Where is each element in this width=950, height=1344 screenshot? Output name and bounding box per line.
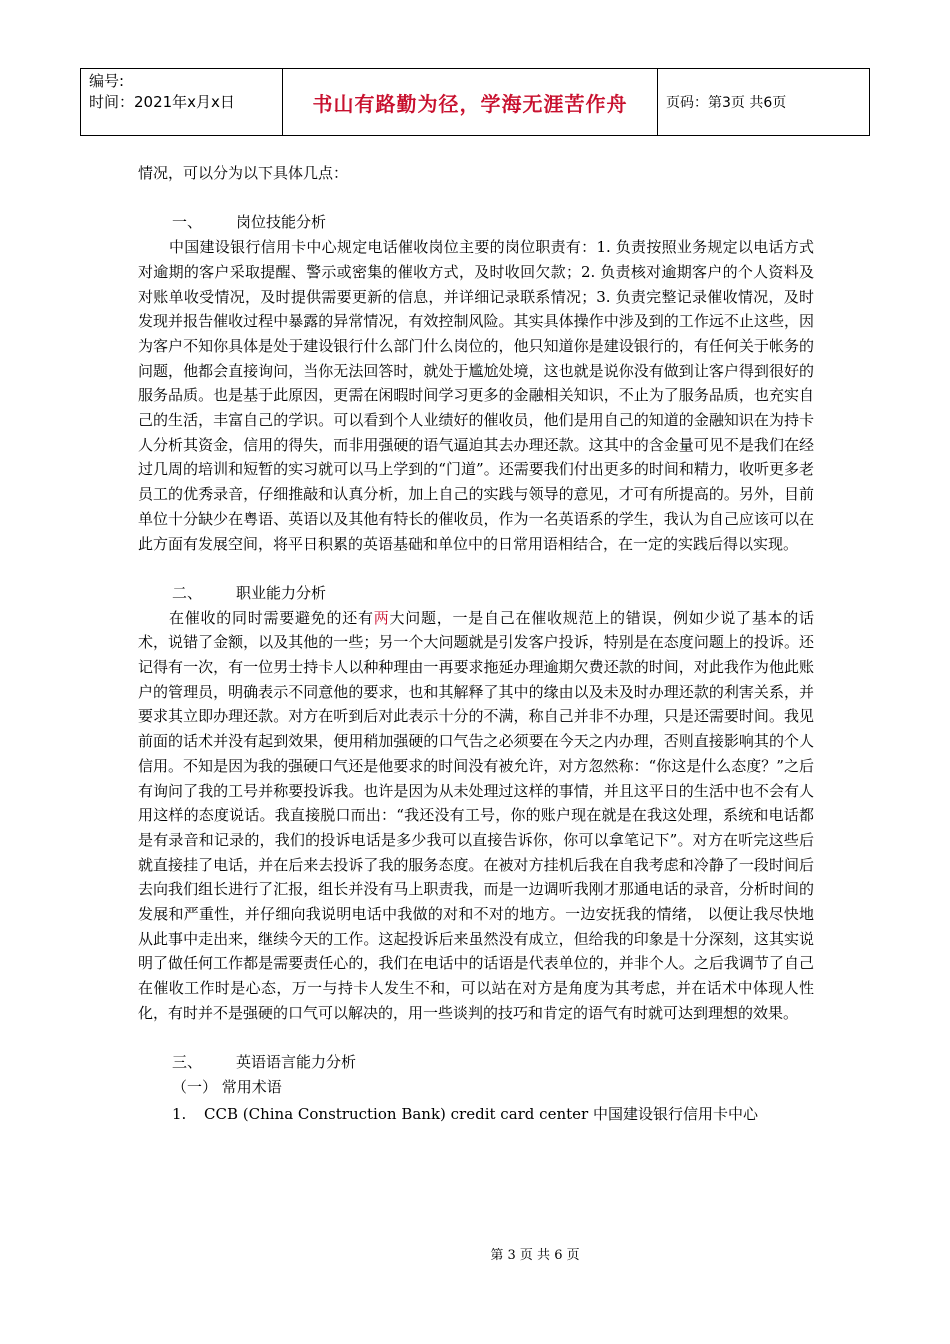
section-2-text-rest: 大问题，一是自己在催收规范上的错误，例如少说了基本的话术，说错了金额，以及其他的一些；另一个大问题就是引发客户投诉，特别是在态度问题上的投诉。还记得有一次，有一位男士持卡人以种种理由一再要求拖延办理逾期欠费还款的时间，对此我作为他此账户的管理员，明确表示不同意他的要求，也和其解释了其中的缘由以及未及时办理还款的利害关系，并要求其立即办理还款。对方在听到后对此表示十分的不满，称自己并非不办理，只是还需要时间。我见前面的话术并没有起到效果，便用稍加强硬的口气告之必须要在今天之内办理，否则直接影响其的个人信用。不知是因为我的强硬口气还是他要求的时间没有被允许，对方忽然称：“你这是什么态度？”之后有询问了我的工号并称要投诉我。也许是因为从未处理过这样的事情，并且这平日的生活中也不会有人用这样的态度说话。我直接脱口而出：“我还没有工号，你的账户现在就是在我这处理，系统和电话都是有录音和记录的，我们的投诉电话是多少我可以直接告诉你，你可以拿笔记下”。对方在听完这些后就直接挂了电话，并在后来去投诉了我的服务态度。在被对方挂机后我在自我考虑和冷静了一段时间后去向我们组长进行了汇报，组长并没有马上职责我，而是一边调听我刚才那通电话的录音，分析时间的发展和严重性，并仔细向我说明电话中我做的对和不对的地方。一边安抚我的情绪， 以便让我尽快地从此事中走出来，继续今天的工作。这起投诉后来虽然没有成立，但给我的印象是十分深刻，这其实说明了做任何工作都是需要责任心的，我们在电话中的话语是代表单位的，并非个人。之后我调节了自己在催收工作时是心态，万一与持卡人发生不和，可以站在对方是角度为其考虑，并在话术中体现人性化，有时并不是强硬的口气可以解决的，用一些谈判的技巧和肯定的语气有时就可达到理想的效果。 [138,608,814,1022]
section-2-paragraph [138,606,814,1026]
list-item-number: 1. [172,1104,187,1123]
intro-line: 情况，可以分为以下具体几点： [138,164,349,182]
section-2-heading [138,581,814,606]
page-header [80,68,870,136]
page-footer: 第 3 页 共 6 页 [490,1248,580,1263]
header-meta [81,69,283,135]
section-1-number: 一、 [172,213,203,232]
section-2-text-start: 在催收的同时需要避免的还有 [169,608,374,627]
header-page-cell [658,69,869,135]
list-item [172,1102,814,1127]
list-item-text: CCB (China Construction Bank) credit card center 中国建设银行信用卡中心 [204,1104,758,1123]
section-2-highlight: 两 [373,608,390,627]
header-motto: 书山有路勤为径，学海无涯苦作舟 [312,91,628,116]
document-date: 时间：2021年x月x日 [89,93,235,111]
section-3-subheading: （一） 常用术语 [172,1077,282,1096]
section-2-number: 二、 [172,583,203,602]
section-2-title: 职业能力分析 [236,583,327,602]
section-3-heading [138,1050,814,1075]
section-3-title: 英语语言能力分析 [236,1053,357,1072]
document-id-label: 编号: [89,72,125,90]
document-body [138,161,814,1126]
header-motto-cell [283,69,658,135]
section-1-title: 岗位技能分析 [236,213,327,232]
header-page-number: 页码：第3页 共6页 [666,95,787,111]
section-3-number: 三、 [172,1053,203,1072]
section-1-heading [138,210,814,235]
section-1-paragraph: 中国建设银行信用卡中心规定电话催收岗位主要的岗位职责有：1. 负责按照业务规定以电话方式对逾期的客户采取提醒、警示或密集的催收方式，及时收回欠款；2. 负责核对逾期客户的个人资料及对账单收受情况，及时提供需要更新的信息，并详细记录联系情况；3. 负责完整记录催收情况，及时发现并报告催收过程中暴露的异常情况，有效控制风险。其实具体操作中涉及到的工作远不止这些，因为客户不知你具体是处于建设银行什么部门什么岗位的，他只知道你是建设银行的，有任何关于帐务的问题，他都会直接询问，当你无法回答时，就处于尴尬处境，这也就是说你没有做到让客户得到很好的服务品质。也是基于此原因，更需在闲暇时间学习更多的金融相关知识，不止为了服务品质，也充实自己的生活，丰富自己的学识。可以看到个人业绩好的催收员，他们是用自己的知道的金融知识在为持卡人分析其资金，信用的得失，而非用强硬的语气逼迫其去办理还款。这其中的含金量可见不是我们在经过几周的培训和短暂的实习就可以马上学到的“门道”。还需要我们付出更多的时间和精力，收听更多老员工的优秀录音，仔细推敲和认真分析，加上自己的实践与领导的意见，才可有所提高的。另外，目前单位十分缺少在粤语、英语以及其他有特长的催收员，作为一名英语系的学生，我认为自己应该可以在此方面有发展空间，将平日积累的英语基础和单位中的日常用语相结合，在一定的实践后得以实现。 [138,238,814,553]
